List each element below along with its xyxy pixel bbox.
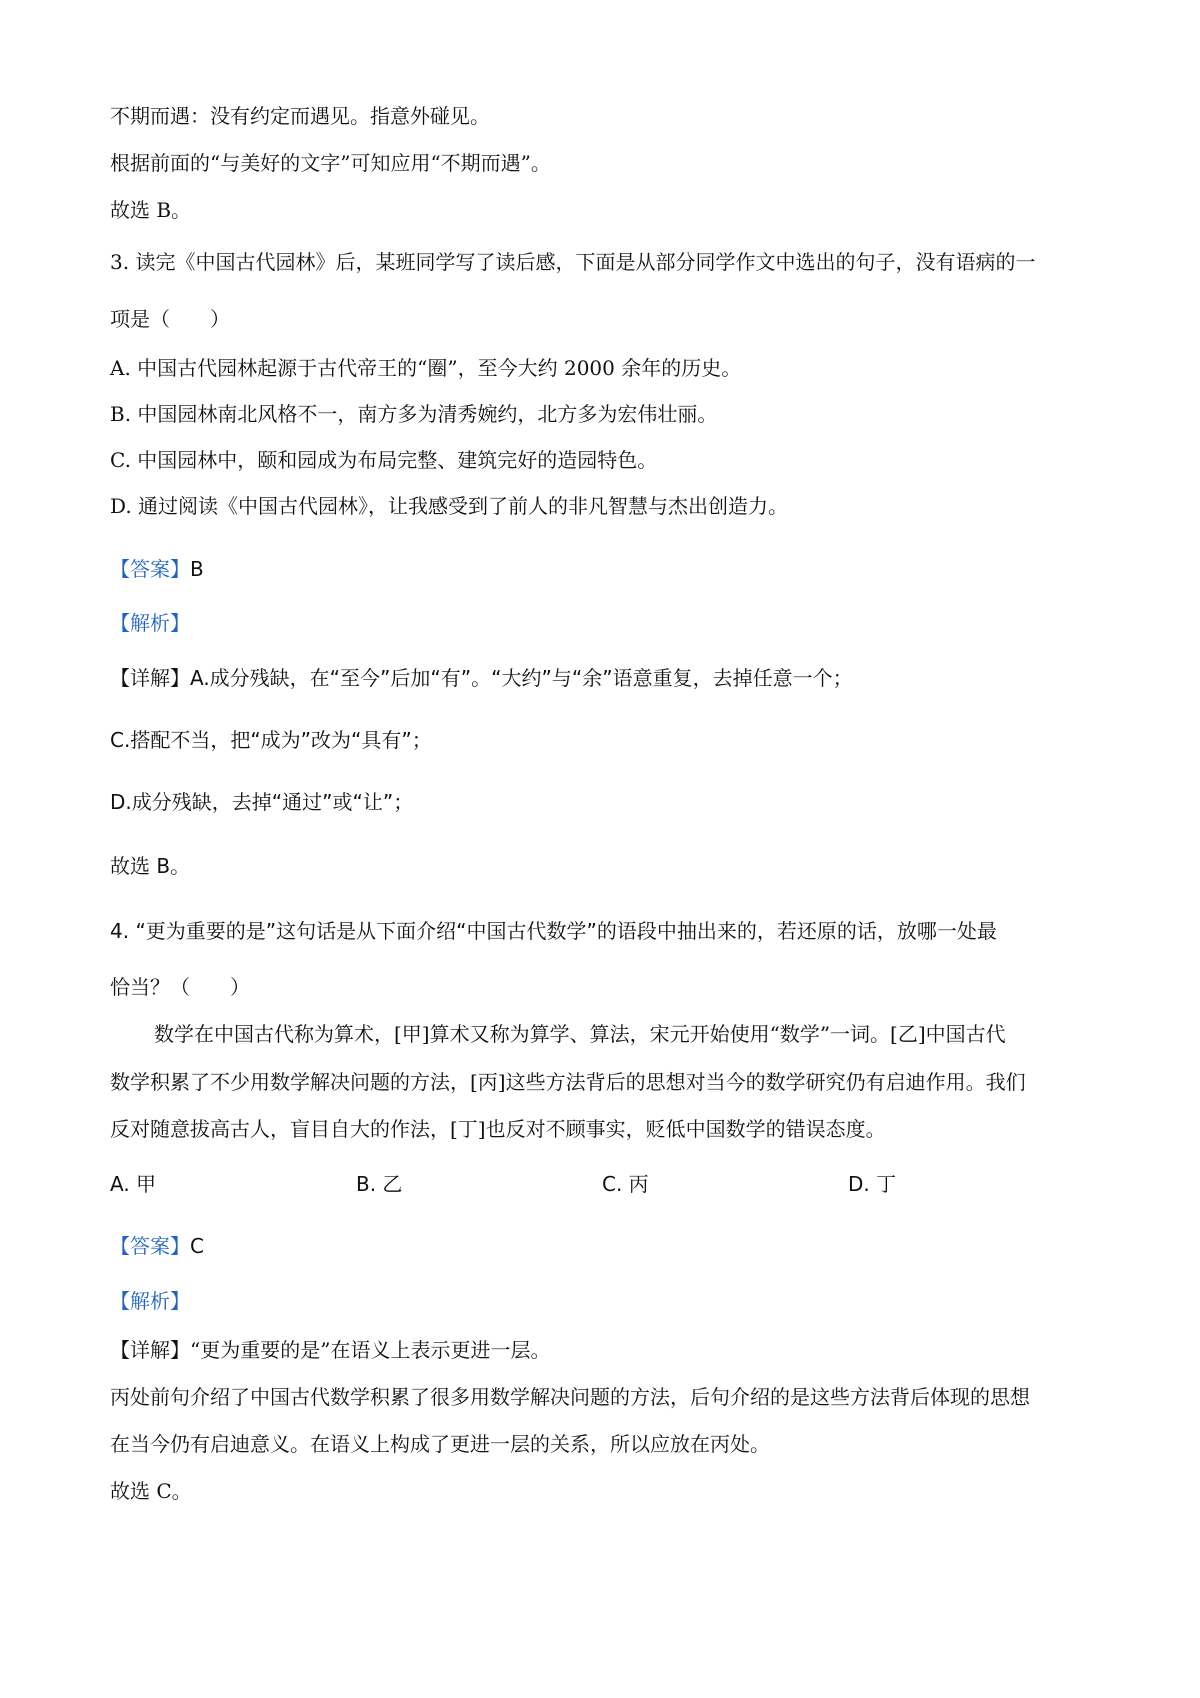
reasoning-line: 根据前面的“与美好的文字”可知应用“不期而遇”。	[110, 151, 551, 175]
q3-option-b: B. 中国园林南北风格不一，南方多为清秀婉约，北方多为宏伟壮丽。	[110, 402, 718, 426]
q4-conclusion: 故选 C。	[110, 1479, 192, 1503]
q4-option-b: B. 乙	[356, 1172, 403, 1196]
q4-stem-line1: 4. “更为重要的是”这句话是从下面介绍“中国古代数学”的语段中抽出来的，若还原的话，放哪一处最	[110, 919, 997, 943]
q4-passage-line2: 数学积累了不少用数学解决问题的方法，[丙]这些方法背后的思想对当今的数学研究仍有启迪作用。我们	[110, 1070, 1026, 1094]
q3-analysis-tag: 【解析】	[110, 611, 190, 635]
conclusion-line: 故选 B。	[110, 198, 192, 222]
q3-answer	[110, 556, 204, 582]
q3-detail-line1: 【详解】A.成分残缺，在“至今”后加“有”。“大约”与“余”语意重复，去掉任意一个；	[110, 666, 853, 690]
answer-value: C	[190, 1234, 204, 1258]
q4-detail-line3: 在当今仍有启迪意义。在语义上构成了更进一层的关系，所以应放在丙处。	[110, 1432, 770, 1456]
q3-conclusion: 故选 B。	[110, 854, 191, 878]
q4-option-a: A. 甲	[110, 1172, 157, 1196]
q4-passage-line1: 数学在中国古代称为算术，[甲]算术又称为算学、算法，宋元开始使用“数学”一词。[乙]中国古代	[154, 1022, 1006, 1046]
q4-detail-line2: 丙处前句介绍了中国古代数学积累了很多用数学解决问题的方法，后句介绍的是这些方法背后体现的思想	[110, 1385, 1030, 1409]
answer-value: B	[190, 557, 204, 581]
q3-option-a: A. 中国古代园林起源于古代帝王的“圈”，至今大约 2000 余年的历史。	[110, 356, 742, 380]
q3-option-c: C. 中国园林中，颐和园成为布局完整、建筑完好的造园特色。	[110, 448, 658, 472]
q4-analysis-tag: 【解析】	[110, 1289, 190, 1313]
q3-detail-line2: C.搭配不当，把“成为”改为“具有”；	[110, 728, 432, 752]
q4-stem-line2: 恰当？（ ）	[110, 975, 250, 999]
q3-stem-line2: 项是（ ）	[110, 307, 230, 331]
definition-line: 不期而遇：没有约定而遇见。指意外碰见。	[110, 104, 490, 128]
q4-option-c: C. 丙	[602, 1172, 649, 1196]
q3-option-d: D. 通过阅读《中国古代园林》，让我感受到了前人的非凡智慧与杰出创造力。	[110, 494, 789, 518]
answer-tag: 【答案】	[110, 1234, 190, 1258]
q3-detail-line3: D.成分残缺，去掉“通过”或“让”；	[110, 790, 414, 814]
q4-passage-line3: 反对随意拔高古人，盲目自大的作法，[丁]也反对不顾事实，贬低中国数学的错误态度。	[110, 1117, 886, 1141]
q4-detail-line1: 【详解】“更为重要的是”在语义上表示更进一层。	[110, 1338, 551, 1362]
q3-stem-line1: 3. 读完《中国古代园林》后，某班同学写了读后感，下面是从部分同学作文中选出的句子，没有语病的一	[110, 250, 1036, 274]
answer-tag: 【答案】	[110, 557, 190, 581]
q4-option-d: D. 丁	[848, 1172, 897, 1196]
q4-answer	[110, 1233, 204, 1259]
